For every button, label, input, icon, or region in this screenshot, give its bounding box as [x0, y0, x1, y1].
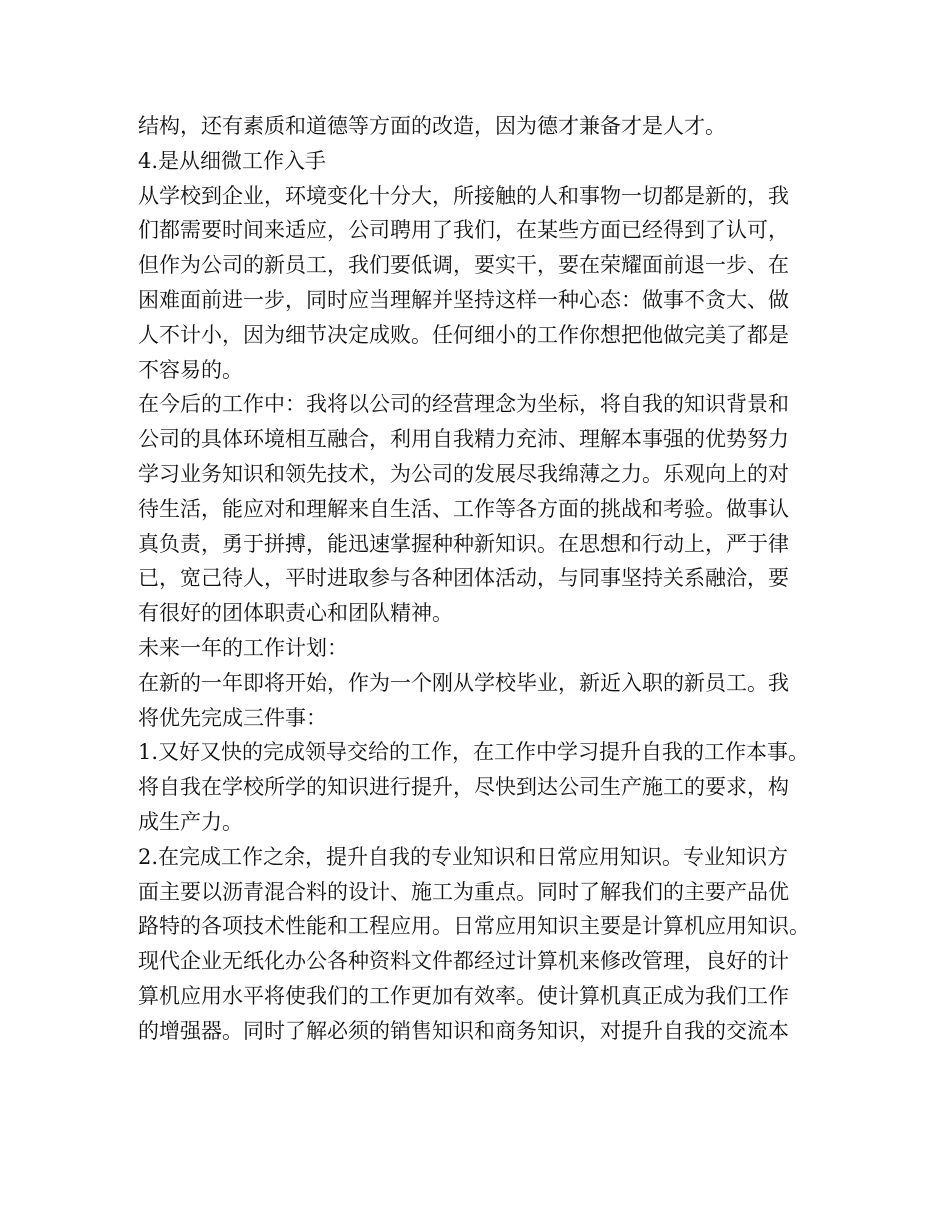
text-line: 不容易的。 — [138, 357, 243, 382]
section-heading: 未来一年的工作计划： — [138, 635, 348, 660]
text-line: 路特的各项技术性能和工程应用。日常应用知识主要是计算机应用知识。 — [138, 914, 810, 939]
list-item-line: 2.在完成工作之余，提升自我的专业知识和日常应用知识。专业知识方 — [138, 844, 789, 869]
text-line: 算机应用水平将使我们的工作更加有效率。使计算机真正成为我们工作 — [138, 983, 789, 1008]
text-line: 成生产力。 — [138, 809, 243, 834]
text-line: 人不计小，因为细节决定成败。任何细小的工作你想把他做完美了都是 — [138, 322, 789, 347]
text-line: 从学校到企业，环境变化十分大，所接触的人和事物一切都是新的，我 — [138, 183, 789, 208]
text-line: 学习业务知识和领先技术，为公司的发展尽我绵薄之力。乐观向上的对 — [138, 461, 789, 486]
text-line: 们都需要时间来适应，公司聘用了我们，在某些方面已经得到了认可， — [138, 218, 789, 243]
text-line: 结构，还有素质和道德等方面的改造，因为德才兼备才是人才。 — [138, 114, 726, 138]
text-line: 将优先完成三件事： — [138, 705, 327, 730]
text-line: 面主要以沥青混合料的设计、施工为重点。同时了解我们的主要产品优 — [138, 879, 789, 904]
text-line: 将自我在学校所学的知识进行提升，尽快到达公司生产施工的要求，构 — [138, 775, 789, 800]
section-heading: 4.是从细微工作入手 — [138, 148, 327, 173]
text-line: 现代企业无纸化办公各种资料文件都经过计算机来修改管理，良好的计 — [138, 949, 789, 974]
text-line: 的增强器。同时了解必须的销售知识和商务知识，对提升自我的交流本 — [138, 1018, 789, 1043]
text-line: 困难面前进一步，同时应当理解并坚持这样一种心态：做事不贪大、做 — [138, 287, 789, 312]
text-line: 公司的具体环境相互融合，利用自我精力充沛、理解本事强的优势努力 — [138, 427, 789, 452]
text-line: 真负责，勇于拼搏，能迅速掌握种种新知识。在思想和行动上，严于律 — [138, 531, 789, 556]
list-item-line: 1.又好又快的完成领导交给的工作，在工作中学习提升自我的工作本事。 — [138, 740, 810, 765]
text-line: 已，宽己待人，平时进取参与各种团体活动，与同事坚持关系融洽，要 — [138, 566, 789, 591]
text-line: 在新的一年即将开始，作为一个刚从学校毕业，新近入职的新员工。我 — [138, 670, 789, 695]
text-line: 有很好的团体职责心和团队精神。 — [138, 601, 453, 626]
text-line: 但作为公司的新员工，我们要低调，要实干，要在荣耀面前退一步、在 — [138, 253, 789, 278]
text-line: 待生活，能应对和理解来自生活、工作等各方面的挑战和考验。做事认 — [138, 496, 789, 521]
text-line: 在今后的工作中：我将以公司的经营理念为坐标，将自我的知识背景和 — [138, 392, 789, 417]
document-body — [138, 109, 828, 1049]
